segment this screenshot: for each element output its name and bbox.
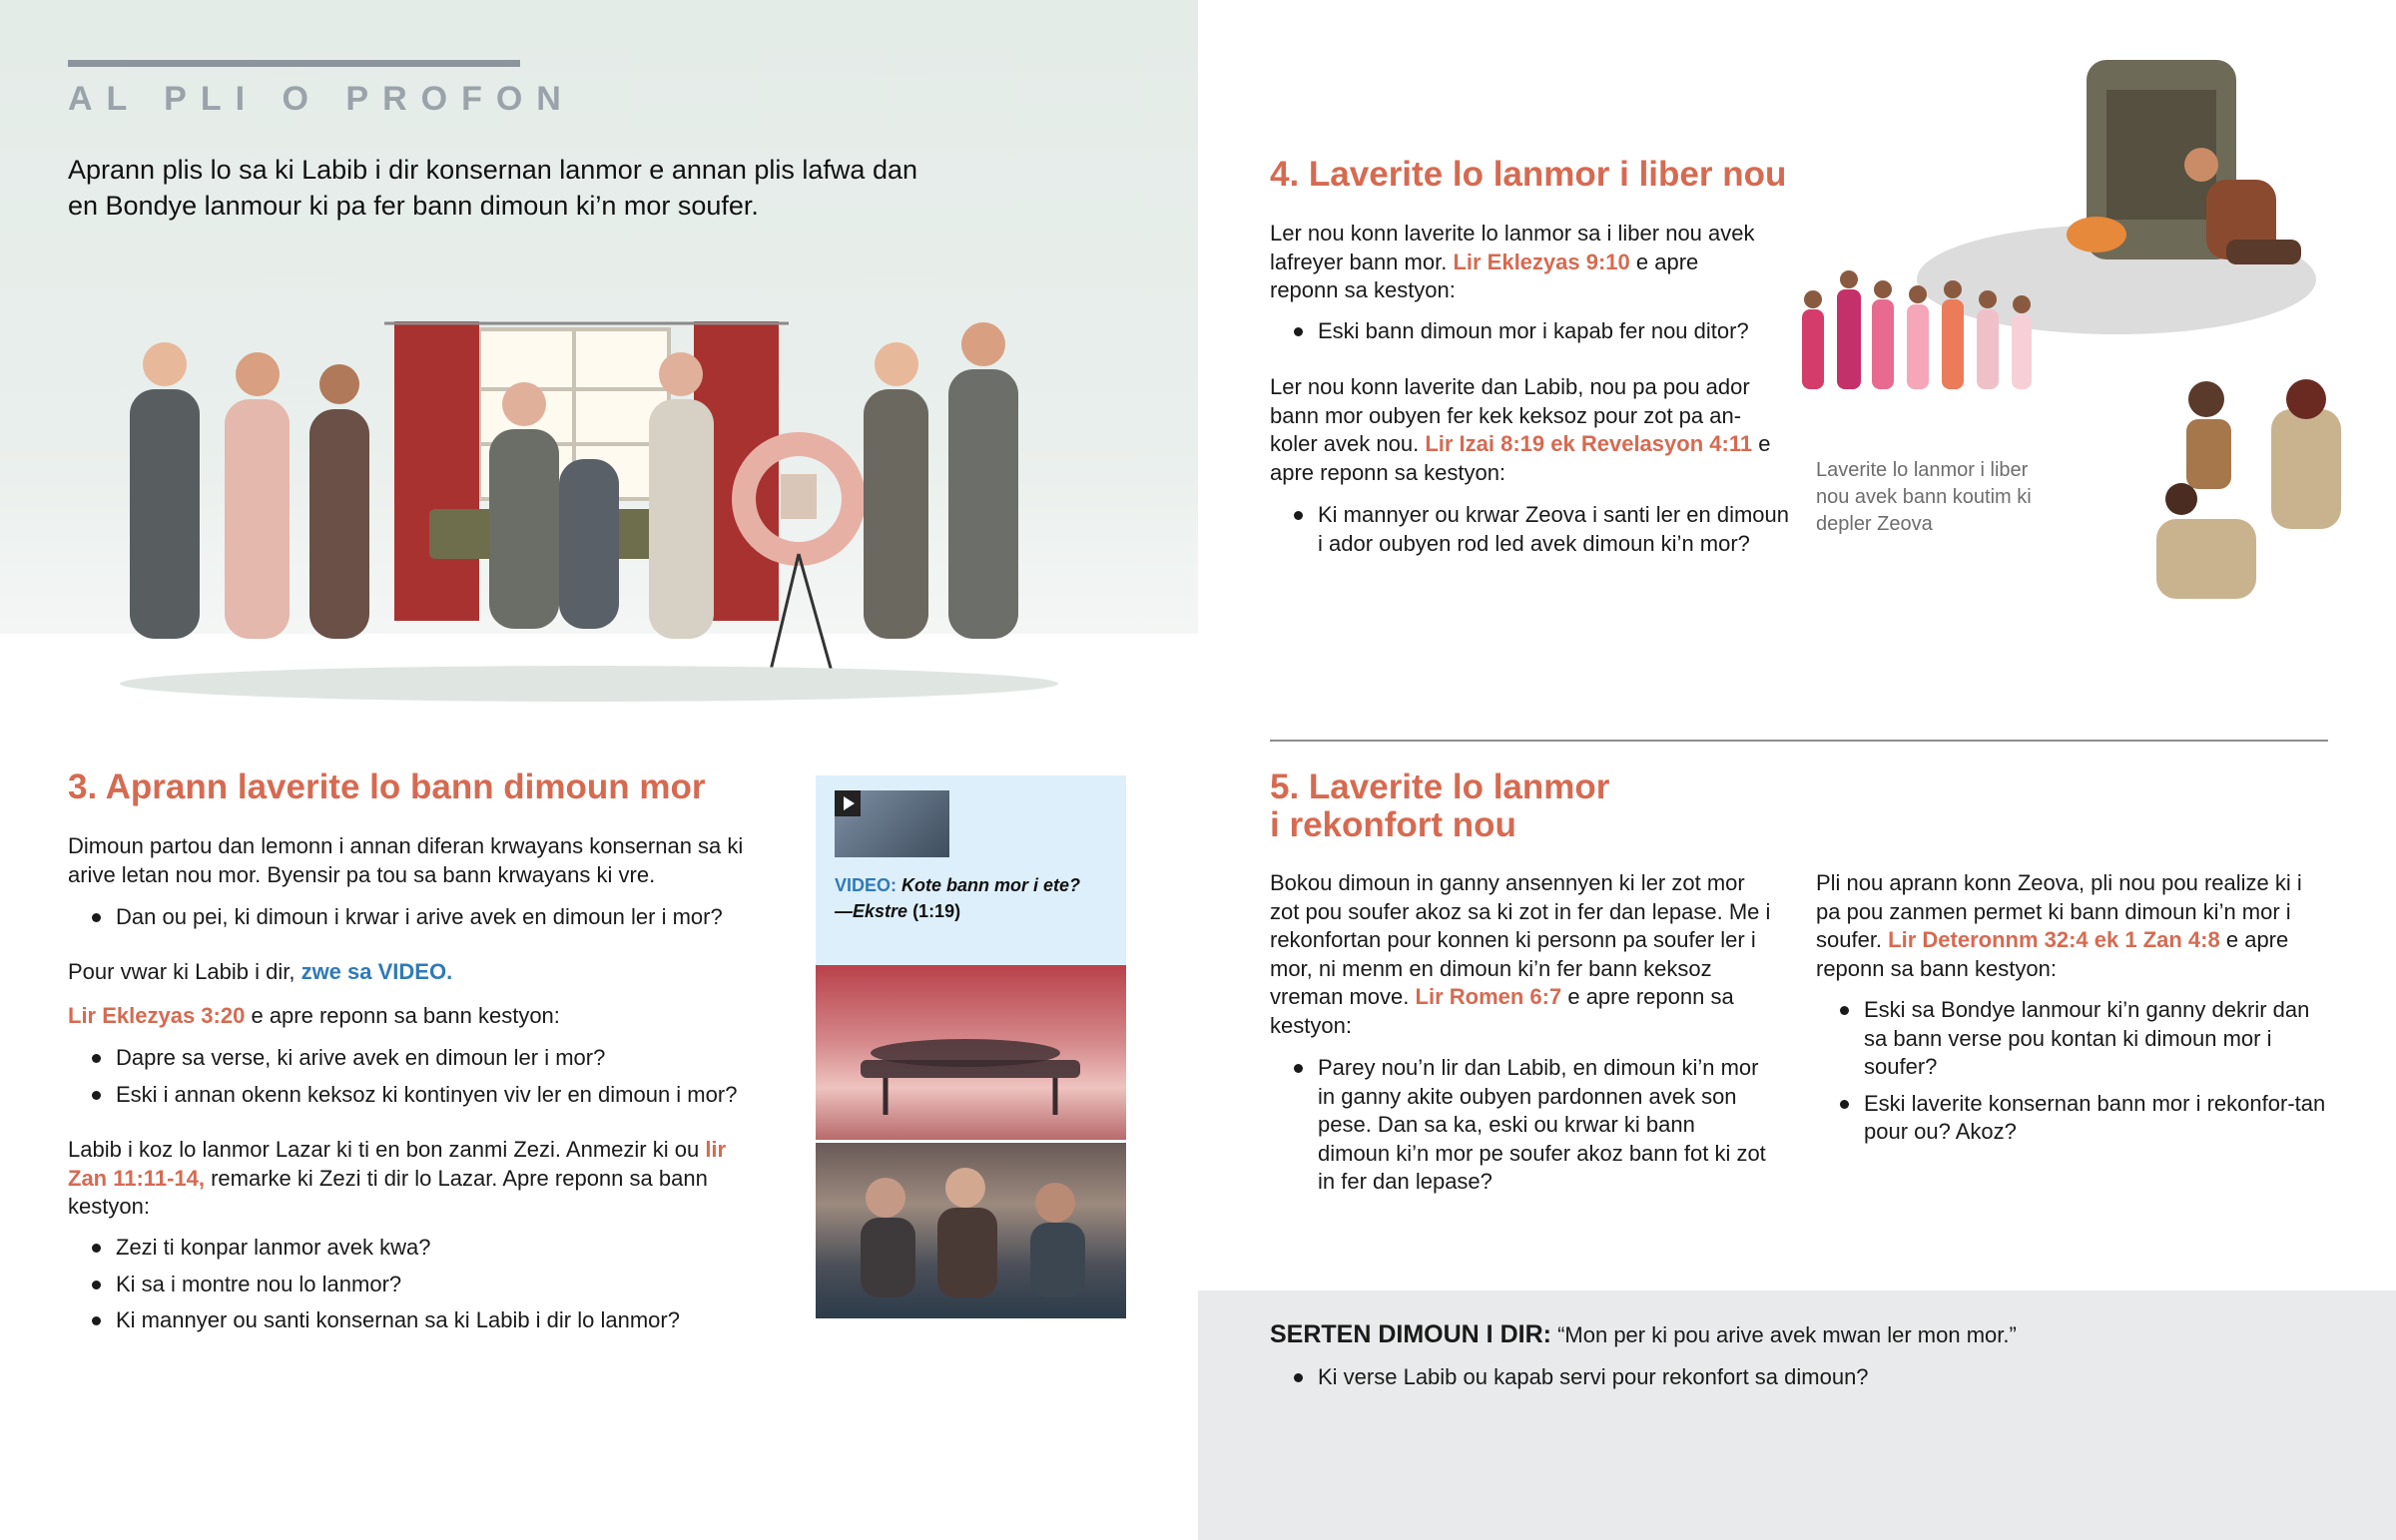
section4-para2-rest: e apre reponn sa kestyon: [1270, 431, 1771, 485]
section5-para1-rest: e apre reponn sa kestyon: [1270, 984, 1734, 1038]
section5-para2-rest: e apre reponn sa bann kestyon: [1816, 927, 2289, 981]
list-item: Ki sa i montre nou lo lanmor? [68, 1271, 787, 1299]
section4-caption: Laverite lo lanmor i liber nou avek bann koutim ki depler Zeova [1816, 459, 2032, 535]
list-item: Eski i annan okenn keksoz ki kontinyen viv ler en dimoun i mor? [68, 1081, 787, 1110]
play-icon[interactable] [835, 790, 861, 816]
video-subtitle: —Ekstre [835, 901, 908, 921]
scripture-link-izai-8-19[interactable]: Lir Izai 8:19 ek Revelasyon 4:11 [1425, 431, 1753, 456]
list-item: Parey nou’n lir dan Labib, en dimoun ki’n mor in ganny akite oubyen pardonnen avek son pese. Dan sa ka, eski ou krwar ki bann dimoun ki’n mor pe soufer akoz bann fot ki zot in fer dan lepase? [1270, 1054, 1769, 1197]
section3-para1: Dimoun partou dan lemonn i annan diferan krwayans konsernan sa ki arive letan nou mor. Byensir pa tou sa bann krwayans ki vre. [68, 833, 744, 887]
section5-para1-text: Bokou dimoun in ganny ansennyen ki ler zot mor zot pou soufer akoz sa ki zot in fer dan lepase. Me i rekonfortan pour konnen ki personn pa soufer ler i mor, ni menm en dimoun ki’n fer bann keksoz vreman move. [1270, 870, 1771, 1009]
scripture-link-deteronnm-32-4[interactable]: Lir Deteronnm 32:4 ek 1 Zan 4:8 [1888, 927, 2220, 952]
section-divider [1270, 740, 2328, 742]
hospital-bed-photo [816, 965, 1126, 1140]
section5-title [1270, 769, 1609, 844]
section4-bullets1 [1270, 317, 1789, 354]
section5-bullets1 [1270, 1054, 1769, 1205]
section4-bullets2 [1270, 501, 1789, 566]
section3-bullets2 [68, 1044, 787, 1117]
section5-para2-text: Pli nou aprann konn Zeova, pli nou pou realize ki i pa pou zanmen permet ki bann dimoun ki’n mor i soufer. [1816, 870, 2302, 952]
list-item: Ki verse Labib ou kapab servi pour rekonfort sa dimoun? [1270, 1363, 2268, 1392]
section-title-bar [68, 60, 520, 67]
some-say-label: SERTEN DIMOUN I DIR: [1270, 1320, 1551, 1348]
section4-para1-rest: e apre reponn sa kestyon: [1270, 249, 1699, 302]
customs-illustration [1797, 30, 2396, 689]
some-say-bullets [1270, 1363, 2268, 1400]
list-item: Zezi ti konpar lanmor avek kwa? [68, 1234, 787, 1263]
masked-dancers [2156, 379, 2341, 599]
floor-shadow [120, 666, 1058, 702]
section5-title-line2: i rekonfort nou [1270, 805, 1516, 844]
video-kind: VIDEO: [835, 875, 898, 895]
list-item: Ki mannyer ou krwar Zeova i santi ler en dimoun i ador oubyen rod led avek dimoun ki’n mor? [1270, 501, 1789, 558]
section4-para2-text: Ler nou konn laverite dan Labib, nou pa pou ador bann mor oubyen fer kek keksoz pour zot pa an-koler avek nou. [1270, 374, 1750, 456]
section5-para2 [1816, 869, 2325, 983]
list-item: Dan ou pei, ki dimoun i krwar i arive avek en dimoun ler i mor? [68, 903, 787, 932]
list-item: Ki mannyer ou santi konsernan sa ki Labib i dir lo lanmor? [68, 1306, 787, 1335]
section3-bullets3 [68, 1234, 787, 1343]
list-item: Eski sa Bondye lanmour ki’n ganny dekrir dan sa bann verse pou kontan ki dimoun mor i soufer? [1816, 996, 2330, 1082]
video-caption [835, 872, 1119, 924]
play-video-link[interactable]: zwe sa VIDEO. [300, 959, 453, 984]
section4-para1-text: Ler nou konn laverite lo lanmor sa i liber nou avek lafreyer bann mor. [1270, 221, 1755, 274]
section3-read-line [68, 1002, 787, 1031]
section3-video-line [68, 958, 787, 987]
hospital-bed-icon [816, 965, 1126, 1140]
section5-title-line1: 5. Laverite lo lanmor [1270, 768, 1610, 806]
intro-text: Aprann plis lo sa ki Labib i dir konsernan lanmor e annan plis lafwa dan en Bondye lanmour ki pa fer bann dimoun ki’n mor soufer. [68, 155, 918, 221]
section3-title: 3. Aprann laverite lo bann dimoun mor [68, 768, 706, 806]
section4-title: 4. Laverite lo lanmor i liber nou [1270, 155, 1787, 194]
video-title[interactable]: Kote bann mor i ete? [901, 875, 1081, 895]
section3-bullets1 [68, 903, 787, 940]
scripture-link-eklezyas-9-10[interactable]: Lir Eklezyas 9:10 [1453, 249, 1630, 274]
list-item: Eski bann dimoun mor i kapab fer nou ditor? [1270, 317, 1789, 346]
scripture-link-eklezyas-3-20[interactable]: Lir Eklezyas 3:20 [68, 1003, 246, 1028]
lazar-rest: remarke ki Zezi ti dir lo Lazar. Apre reponn sa bann kestyon: [68, 1165, 708, 1219]
section-title: AL PLI O PROFON [68, 80, 575, 118]
lazar-text: Labib i koz lo lanmor Lazar ki ti en bon zanmi Zezi. Anmezir ki ou [68, 1137, 700, 1162]
video-prompt: Pour vwar ki Labib i dir, [68, 959, 296, 984]
section4-para1 [1270, 220, 1769, 305]
scripture-link-zan-11[interactable]: lir Zan 11:11-14, [68, 1137, 727, 1191]
section3-lazar-para [68, 1136, 747, 1222]
read-instruction: e apre reponn sa bann kestyon: [251, 1003, 560, 1028]
list-item: Dapre sa verse, ki arive avek en dimoun ler i mor? [68, 1044, 787, 1073]
scripture-link-romen-6-7[interactable]: Lir Romen 6:7 [1415, 984, 1562, 1009]
some-say-quote: “Mon per ki pou arive avek mwan ler mon mor.” [1557, 1322, 2017, 1347]
section5-bullets2 [1816, 996, 2330, 1155]
people-icon [816, 1143, 1126, 1318]
flowers [2067, 217, 2126, 253]
video-duration: (1:19) [912, 901, 961, 921]
some-say-line [1270, 1319, 2328, 1350]
list-item: Eski laverite konsernan bann mor i rekonfor-tan pour ou? Akoz? [1816, 1090, 2330, 1147]
funeral-illustration [110, 309, 1068, 709]
curtain-left [394, 321, 479, 621]
section5-para1 [1270, 869, 1779, 1040]
grieving-people-photo [816, 1143, 1126, 1318]
section4-para2 [1270, 373, 1779, 487]
